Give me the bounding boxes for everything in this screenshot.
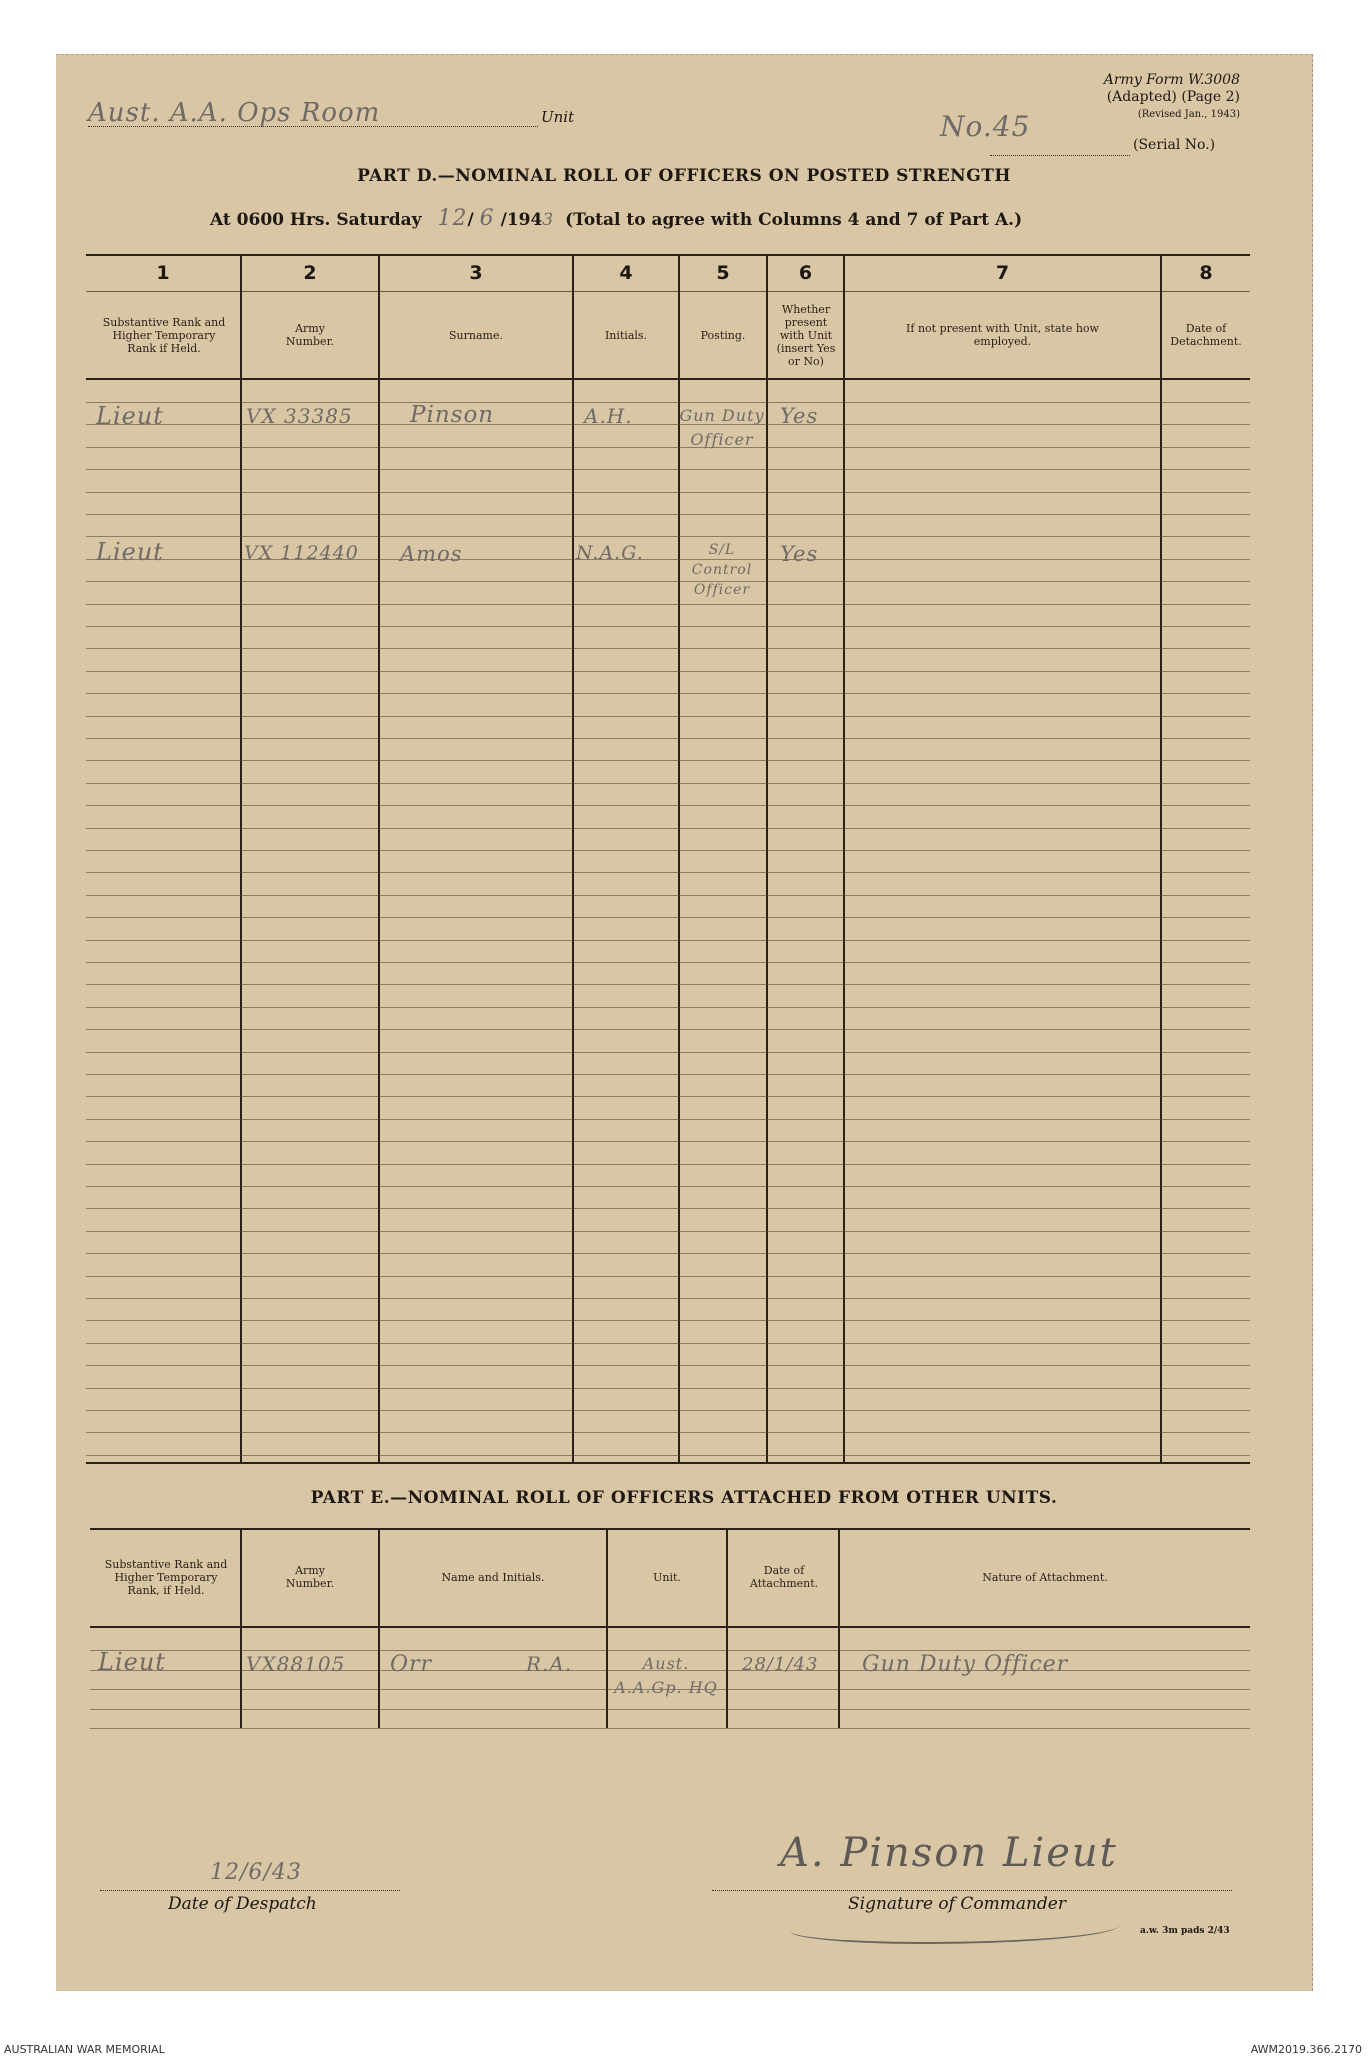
col-header-posting: Posting. [700,328,746,342]
col-header-army-number: Army Number. [285,322,335,348]
ruled-line [86,492,1250,493]
part-e-top-rule [90,1528,1250,1530]
part-d-col-divider-5 [766,254,768,1463]
ruled-line [86,1007,1250,1008]
ruled-line [86,895,1250,896]
part-d-bottom-rule [86,1462,1250,1464]
ruled-line [86,1231,1250,1232]
part-d-top-rule [86,254,1250,256]
ruled-line [86,783,1250,784]
row2-initials: N.A.G. [576,542,644,564]
ruled-line [86,1052,1250,1053]
despatch-date: 12/6/43 [210,1860,302,1885]
date-day: 12 [437,206,468,231]
ruled-line [86,626,1250,627]
col-header-initials: Initials. [604,328,648,342]
ruled-line [90,1650,1250,1651]
e-col-header-rank: Substantive Rank and Higher Temporary Rank, if Held. [104,1557,228,1597]
e-row-rank: Lieut [98,1648,166,1676]
unit-label: Unit [541,108,575,126]
col-header-rank: Substantive Rank and Higher Temporary Rank if Held. [102,315,226,355]
ruled-line [86,1029,1250,1030]
unit-value: Aust. A.A. Ops Room [88,98,381,128]
col-number-1: 1 [156,262,170,284]
ruled-line [86,1388,1250,1389]
col-number-4: 4 [619,262,633,284]
ruled-line [86,447,1250,448]
ruled-line [86,850,1250,851]
part-d-col-divider-1 [240,254,242,1463]
part-d-col-divider-7 [1160,254,1162,1463]
ruled-line [86,402,1250,403]
form-id-block [1010,72,1240,123]
ruled-line [86,1164,1250,1165]
part-d-col-divider-2 [378,254,380,1463]
part-d-title: PART D.—NOMINAL ROLL OF OFFICERS ON POSTED STRENGTH [357,166,1011,186]
ruled-line [86,872,1250,873]
ruled-line [86,940,1250,941]
form-adapted: (Adapted) (Page 2) [1106,89,1240,105]
col-number-6: 6 [798,262,813,284]
col-header-present: Whether present with Unit (insert Yes or No) [776,302,836,368]
col-header-how-employed: If not present with Unit, state how employed. [906,322,1099,348]
ruled-line [86,1253,1250,1254]
unit-line [88,126,538,127]
ruled-line [86,604,1250,605]
e-col-header-name: Name and Initials. [441,1570,545,1584]
e-row-army-number: VX88105 [246,1652,346,1676]
date-slash: / [467,210,474,230]
ruled-line [86,1074,1250,1075]
ruled-line [86,1208,1250,1209]
part-e-col-divider-4 [726,1528,728,1728]
ruled-line [86,962,1250,963]
ruled-line [86,805,1250,806]
e-row-date: 28/1/43 [742,1654,819,1675]
part-e-head-rule [90,1626,1250,1628]
part-d-date-line [210,206,1210,231]
ruled-line [86,1119,1250,1120]
part-d-num-rule [86,291,1250,292]
e-col-header-unit: Unit. [653,1570,681,1584]
part-e-title: PART E.—NOMINAL ROLL OF OFFICERS ATTACHED FROM OTHER UNITS. [310,1488,1058,1508]
ruled-line [86,514,1250,515]
part-d-col-divider-3 [572,254,574,1463]
e-row-unit: Aust. A.A.Gp. HQ [614,1654,718,1697]
row1-initials: A.H. [584,404,633,428]
ruled-line [86,828,1250,829]
print-code: a.w. 3m pads 2/43 [1140,1926,1230,1936]
part-d-col-divider-6 [843,254,845,1463]
ruled-line [86,1141,1250,1142]
e-row-nature: Gun Duty Officer [862,1652,1069,1677]
e-col-header-army-number: Army Number. [285,1564,335,1590]
commander-line [712,1890,1232,1891]
row2-posting: S/L Control Officer [691,542,753,598]
row2-rank: Lieut [96,538,164,566]
row1-army-number: VX 33385 [246,404,353,428]
row1-present: Yes [780,404,819,428]
col-number-3: 3 [469,262,483,284]
archive-left: AUSTRALIAN WAR MEMORIAL [4,2043,165,2056]
ruled-line [86,1186,1250,1187]
row1-posting: Gun Duty Officer [679,406,765,449]
ruled-line [90,1728,1250,1729]
ruled-line [86,671,1250,672]
ruled-line [86,536,1250,537]
serial-number: No.45 [940,110,1031,143]
col-number-8: 8 [1199,262,1213,284]
ruled-line [86,1343,1250,1344]
col-number-2: 2 [303,262,317,284]
ruled-line [86,1410,1250,1411]
row1-surname: Pinson [410,402,495,428]
ruled-line [86,469,1250,470]
ruled-line [86,581,1250,582]
form-revised: (Revised Jan., 1943) [1137,109,1240,120]
row2-army-number: VX 112440 [244,542,359,564]
ruled-line [86,1455,1250,1456]
e-col-header-date: Date of Attachment. [749,1564,819,1590]
e-row-name: Orr [390,1652,433,1677]
ruled-line [86,1096,1250,1097]
col-header-surname: Surname. [449,328,503,342]
col-number-5: 5 [716,262,730,284]
ruled-line [86,716,1250,717]
e-row-initials: R.A. [526,1652,573,1676]
ruled-line [86,1320,1250,1321]
part-d-head-rule [86,378,1250,380]
ruled-line [86,648,1250,649]
col-number-7: 7 [995,262,1010,284]
serial-label: (Serial No.) [1133,137,1216,153]
form-title: Army Form W.3008 [1103,72,1240,88]
row2-present: Yes [780,542,819,566]
ruled-line [86,1365,1250,1366]
date-year-hand: 3 [542,210,554,230]
serial-line [990,155,1130,156]
commander-signature: A. Pinson Lieut [780,1830,1118,1876]
row2-surname: Amos [400,542,463,566]
part-e-col-divider-1 [240,1528,242,1728]
commander-label: Signature of Commander [848,1894,1066,1914]
date-prefix: At 0600 Hrs. Saturday [210,210,422,230]
despatch-label: Date of Despatch [168,1894,317,1914]
archive-footer [0,2039,1368,2061]
e-col-header-nature: Nature of Attachment. [982,1570,1108,1584]
ruled-line [86,917,1250,918]
date-suffix: (Total to agree with Columns 4 and 7 of Part A.) [565,210,1023,230]
ruled-line [86,693,1250,694]
date-year-printed: /194 [500,210,543,230]
despatch-line [100,1890,400,1891]
ruled-line [86,984,1250,985]
row1-rank: Lieut [96,402,164,430]
col-header-detachment: Date of Detachment. [1170,322,1242,348]
ruled-line [86,1276,1250,1277]
ruled-line [86,1298,1250,1299]
ruled-line [86,1432,1250,1433]
ruled-line [86,760,1250,761]
ruled-line [90,1709,1250,1710]
ruled-line [86,738,1250,739]
archive-right: AWM2019.366.2170 [1250,2043,1362,2056]
date-month: 6 [479,206,495,231]
